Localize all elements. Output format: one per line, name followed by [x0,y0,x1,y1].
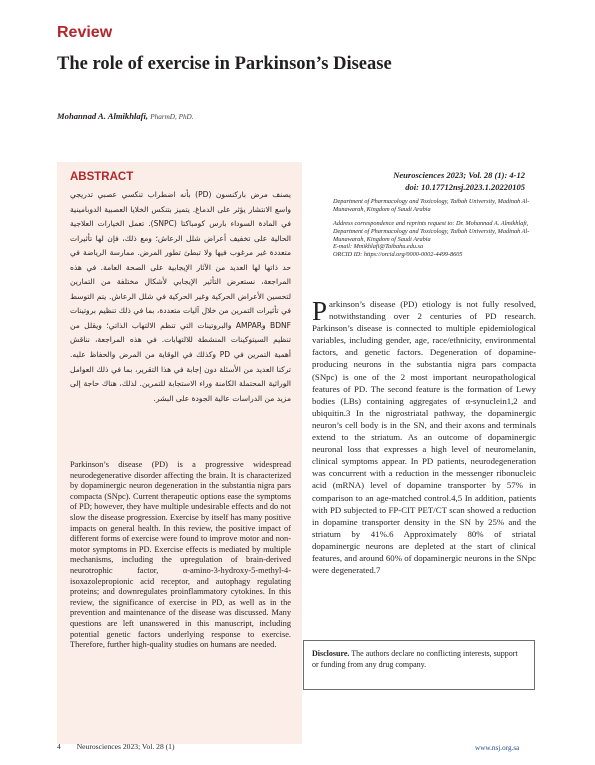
footer-journal: Neurosciences 2023; Vol. 28 (1) [76,742,175,751]
doi: doi: 10.17712nsj.2023.1.20220105 [405,181,525,192]
section-label: Review [57,24,113,41]
abstract-panel [57,162,302,744]
english-abstract: Parkinson’s disease (PD) is a progressive widespread neurodegenerative disorder affecting the brain. It is characterized by dopaminergic neuron degeneration in the substantia nigra pars compacta (SNpc). Current therapeutic options ease the symptoms of PD; however, they have multiple undesirable effects and do not slow the disease progression. Exercise by itself has many positive impacts on general health. In this review, the positive impact of different forms of exercise were found to improve motor and non-motor symptoms in PD. Exercise effects is mediated by multiple mechanisms, including the upregulation of brain-derived neurotrophic factor, α-amino-3-hydroxy-5-methyl-4-isoxazolepropionic acid receptor, and autophagy regulating proteins; and downregulates proinflammatory cytokines. In this review, the significance of exercise in PD, as well as in the prevention and maintenance of the disease was discussed. Many questions are left unanswered in this manuscript, including potential genetic factors underlying response to exercise. Therefore, further high-quality studies on humans are needed. [70,460,291,650]
page-number: 4 [57,742,61,751]
footer [57,742,175,751]
journal-url-link[interactable]: www.nsj.org.sa [475,744,520,752]
article-title: The role of exercise in Parkinson’s Disease [57,54,392,74]
correspondence-address: Address correspondence and reprints request to: Dr. Mohannad A. Almikhlafi, Department of Pharmacology and Toxicology, Taibah University, Madinah Al-Munawarah, Kingdom of Saudi Arabia [333,220,530,243]
author-name: Mohannad A. Almikhlafi, [57,111,149,121]
department: Department of Pharmacology and Toxicology, Taibah University, Madinah Al-Munawarah, Kingdom of Saudi Arabia [333,198,530,213]
journal-reference [327,170,525,193]
abstract-heading: ABSTRACT [70,171,134,183]
email[interactable]: E-mail: Mmikhlafi@Taibahu.edu.sa [333,243,424,251]
author-line [57,111,194,121]
author-credentials: PharmD, PhD. [150,113,194,121]
drop-cap: P [312,296,328,326]
journal-citation: Neurosciences 2023; Vol. 28 (1): 4-12 [393,170,525,180]
introduction-paragraph: arkinson’s disease (PD) etiology is not fully resolved, notwithstanding over 2 centuries of PD research. Parkinson’s disease is connected to multiple epidemiological variables, including gender, age, race/ethnicity, environmental factors, and genetic factors. Degeneration of dopamine-producing neurons in the substantia nigra pars compacta (SNpc) is one of the 2 most important neuropathological features of PD. The second feature is the formation of Lewy bodies (LBs) containing aggregates of α-synuclein1,2 and ubiquitin.3 In the nigrostriatal pathway, the dopaminergic neuron’s cell body is in the SN, and their axons and terminals extend to the striatum. As an outcome of dopaminergic neuronal loss that expresses a high level of neuromelanin, clinical symptoms appear. In PD patients, neurodegeneration was concurrent with a reduction in the messenger ribonucleic acid (mRNA) level of dopamine transporter by 57% in comparison to an age-matched control.4,5 In addition, patients with PD subjected to FP-CIT PET/CT scan showed a reduction in dopamine transporter density in the SN by 25% and the striatum by 41%.6 Approximately 80% of striatal dopaminergic neurons are depleted at the start of clinical features, and around 60% of dopaminergic neurons in the SNpc were degenerated.7 [312,299,536,576]
introduction-text [312,298,536,576]
orcid[interactable]: ORCID ID: https://orcid.org/0000-0002-4499-8605 [333,250,463,258]
disclosure-box [303,640,535,690]
affiliation-block [333,198,533,259]
disclosure-text: The authors declare no conflicting interests, support or funding from any drug company. [312,649,518,669]
arabic-abstract: يصنف مرض باركنسون (PD) بأنه اضطراب تنكسي عصبي تدريجي واسع الانتشار يؤثر على الدماغ. يتميز بتنكس الخلايا العصبية الدوبامينية في المادة السوداء بارس كومباكتا (SNPC). تعمل الخيارات العلاجية الحالية على تخفيف أعراض شلل الرعاش؛ ومع ذلك، فإن لها تأثيرات متعددة غير مرغوب فيها ولا تبطئ تطور المرض. ممارسة الرياضة في حد ذاتها لها العديد من الآثار الإيجابية على الصحة العامة. في هذه المراجعة، نستعرض التأثير الإيجابي لأشكال مختلفة من التمارين لتحسين الأعراض الحركية وغير الحركية في شلل الرعاش. يتم التوسط في تأثيرات التمرين من خلال آليات متعددة، بما في ذلك تنظيم بروتينات BDNF وAMPAR والبروتينات التي تنظم الالتهاب الذاتي؛ ويقلل من تنظيم السيتوكينات المنشطة للالتهابات. في هذه المراجعة، نناقش أهمية التمرين في PD وكذلك في الوقاية من المرض والحفاظ عليه. تركنا العديد من الأسئلة دون إجابة في هذا التقرير، بما في ذلك العوامل الوراثية المحتملة الكامنة وراء الاستجابة للتمرين. لذلك، هناك حاجة إلى مزيد من الدراسات عالية الجودة على البشر. [70,190,292,403]
disclosure-label: Disclosure. [312,649,350,658]
